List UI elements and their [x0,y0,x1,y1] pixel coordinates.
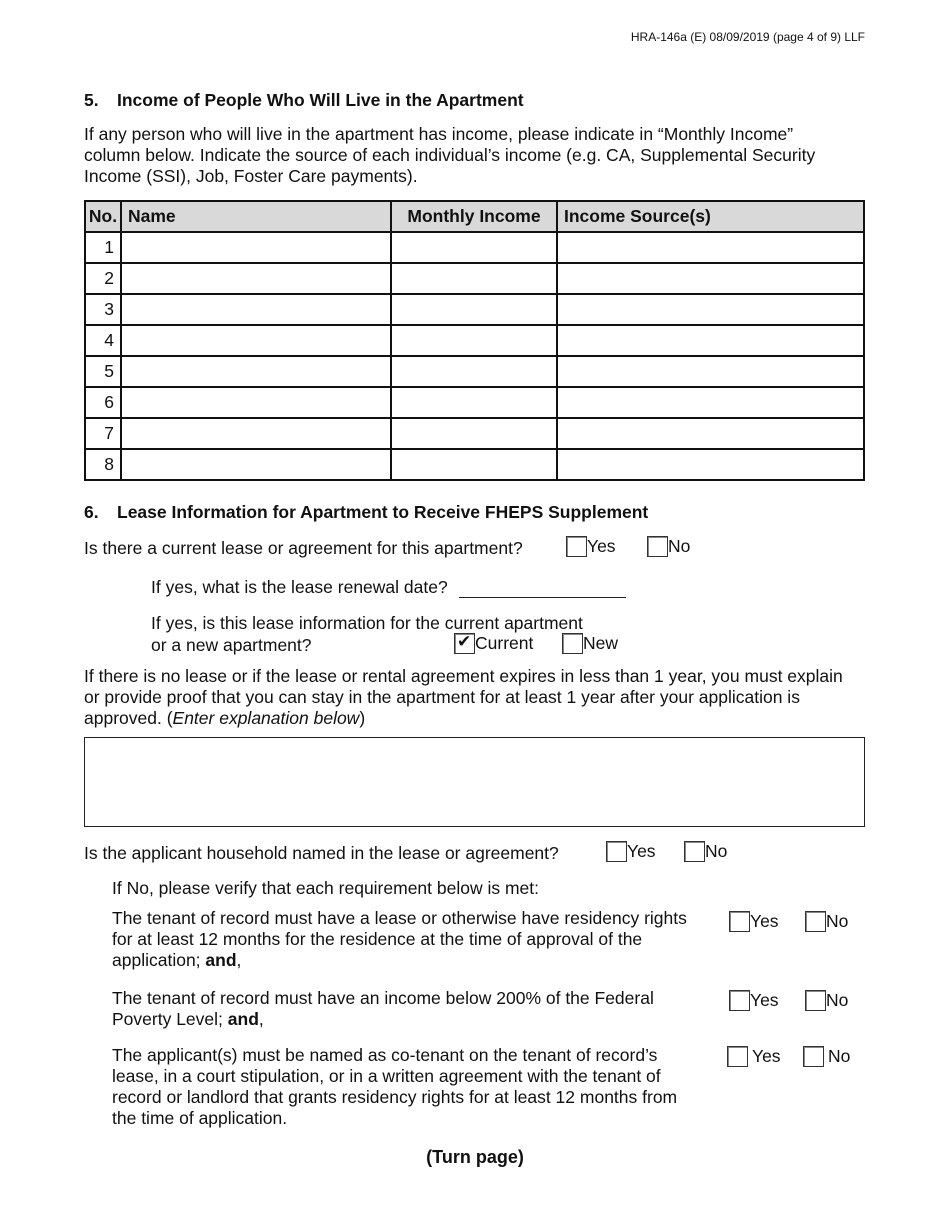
new-apartment-checkbox[interactable] [562,633,583,654]
turn-page-label: (Turn page) [426,1147,524,1167]
no-label: No [668,536,691,556]
requirement-1: The tenant of record must have a lease or otherwise have residency rights for at least 12 months for the residence at the time of approval of the application; and, [112,908,687,970]
current-lease-no-checkbox[interactable] [647,536,668,557]
row-number: 4 [85,325,121,356]
col-header-no: No. [85,201,121,232]
and-word: and [227,1009,259,1029]
no-label: No [826,990,849,1010]
current-lease-yes-option [566,536,616,557]
income-source-cell[interactable] [557,325,864,356]
income-source-cell[interactable] [557,232,864,263]
req1-no-checkbox[interactable] [805,911,826,932]
explain-suffix: ) [359,708,366,728]
income-source-cell[interactable] [557,387,864,418]
table-row [85,418,864,449]
requirement-3: The applicant(s) must be named as co-tenant on the tenant of record’s lease, in a court stipulation, or in a written agreement with the tenant of record or landlord that grants residency rights for at least 12 months from the time of application. [112,1045,678,1128]
monthly-income-cell[interactable] [391,294,557,325]
renewal-date-field[interactable] [459,579,626,598]
name-cell[interactable] [121,449,391,480]
q-household-named: Is the applicant household named in the lease or agreement? [84,843,559,863]
req1-no-option [805,911,848,932]
yes-label: Yes [750,911,779,931]
explain-instructions [84,666,854,729]
col-header-name: Name [121,201,391,232]
income-source-cell[interactable] [557,263,864,294]
income-source-cell[interactable] [557,356,864,387]
income-table [84,200,865,481]
current-label: Current [475,633,534,653]
req2-yes-checkbox[interactable] [729,990,750,1011]
table-row [85,356,864,387]
yes-label: Yes [627,841,656,861]
section-5-number: 5. [84,90,99,110]
new-label: New [583,633,619,653]
requirement-1-text: The tenant of record must have a lease or otherwise have residency rights for at least 12 months for the residence at the time of approval of the application; [112,908,687,970]
income-source-cell[interactable] [557,294,864,325]
q-current-or-new-line1: If yes, is this lease information for the current apartment [151,613,583,633]
section-6-title: Lease Information for Apartment to Receive FHEPS Supplement [117,502,649,522]
name-cell[interactable] [121,263,391,294]
income-source-cell[interactable] [557,449,864,480]
yes-label: Yes [587,536,616,556]
current-apartment-checkbox[interactable] [454,633,475,654]
household-named-yes-checkbox[interactable] [606,841,627,862]
req3-yes-checkbox[interactable] [727,1046,748,1067]
req3-no-option [803,1046,850,1067]
requirement-2-text: The tenant of record must have an income below 200% of the Federal Poverty Level; [112,988,654,1029]
req2-no-option [805,990,848,1011]
explain-italic: Enter explanation below [172,708,360,728]
monthly-income-cell[interactable] [391,387,557,418]
if-no-verify: If No, please verify that each requirement below is met: [112,878,540,898]
name-cell[interactable] [121,325,391,356]
form-id-header: HRA-146a (E) 08/09/2019 (page 4 of 9) LLF [630,30,865,44]
current-option [454,633,533,654]
monthly-income-cell[interactable] [391,449,557,480]
q-renewal-date: If yes, what is the lease renewal date? [151,577,448,597]
req3-yes-option [727,1046,781,1067]
name-cell[interactable] [121,356,391,387]
renewal-date-row [151,577,626,598]
req2-no-checkbox[interactable] [805,990,826,1011]
monthly-income-cell[interactable] [391,418,557,449]
row-number: 7 [85,418,121,449]
name-cell[interactable] [121,418,391,449]
req3-no-checkbox[interactable] [803,1046,824,1067]
table-row [85,325,864,356]
col-header-monthly-income: Monthly Income [391,201,557,232]
yes-label: Yes [752,1046,781,1066]
table-row [85,387,864,418]
household-named-yes-option [606,841,656,862]
section-5-heading [84,90,524,111]
monthly-income-cell[interactable] [391,263,557,294]
table-row [85,263,864,294]
yes-label: Yes [750,990,779,1010]
current-lease-no-option [647,536,690,557]
name-cell[interactable] [121,387,391,418]
monthly-income-cell[interactable] [391,232,557,263]
name-cell[interactable] [121,294,391,325]
monthly-income-cell[interactable] [391,356,557,387]
household-named-no-option [684,841,727,862]
monthly-income-cell[interactable] [391,325,557,356]
row-number: 2 [85,263,121,294]
table-row [85,294,864,325]
requirement-2: The tenant of record must have an income below 200% of the Federal Poverty Level; and, [112,988,654,1029]
new-option [562,633,618,654]
row-number: 1 [85,232,121,263]
row-number: 8 [85,449,121,480]
row-number: 6 [85,387,121,418]
table-row [85,232,864,263]
req1-yes-checkbox[interactable] [729,911,750,932]
name-cell[interactable] [121,232,391,263]
req2-yes-option [729,990,779,1011]
section-5-intro: If any person who will live in the apartment has income, please indicate in “Monthly Income” column below. Indicate the source of each individual’s income (e.g. CA, Supplemental Security Income (SSI), Job, Foster Care payments). [84,124,816,186]
income-source-cell[interactable] [557,418,864,449]
table-row [85,449,864,480]
household-named-no-checkbox[interactable] [684,841,705,862]
current-lease-yes-checkbox[interactable] [566,536,587,557]
section-6-number: 6. [84,502,99,522]
section-5-title: Income of People Who Will Live in the Apartment [117,90,524,110]
and-word: and [205,950,237,970]
no-label: No [826,911,849,931]
explain-prefix: If there is no lease or if the lease or rental agreement expires in less than 1 year, you must explain or provide proof that you can stay in the apartment for at least 1 year after your application is approved. ( [84,666,843,728]
explanation-textbox[interactable] [84,737,865,827]
q-current-or-new-line2: or a new apartment? [151,635,312,655]
no-label: No [828,1046,851,1066]
no-label: No [705,841,728,861]
col-header-income-source: Income Source(s) [557,201,864,232]
req1-yes-option [729,911,779,932]
section-6-heading [84,502,648,523]
q-current-lease: Is there a current lease or agreement for this apartment? [84,538,523,558]
row-number: 5 [85,356,121,387]
row-number: 3 [85,294,121,325]
